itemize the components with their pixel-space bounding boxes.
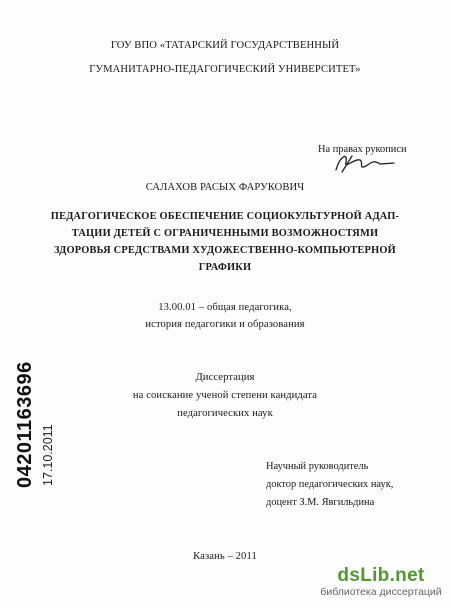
supervisor-line-2: доктор педагогических наук, bbox=[266, 479, 394, 490]
signature-icon bbox=[330, 148, 410, 178]
title-line-3: ЗДОРОВЬЯ СРЕДСТВАМИ ХУДОЖЕСТВЕННО-КОМПЬЮТЕРНОЙ bbox=[54, 245, 396, 256]
supervisor-line-1: Научный руководитель bbox=[266, 461, 369, 472]
specialty-line-2: история педагогики и образования bbox=[145, 319, 305, 330]
watermark-logo bbox=[318, 566, 444, 606]
degree-line-2: на соискание ученой степени кандидата bbox=[132, 390, 318, 401]
stamp-number: 04201163696 bbox=[14, 361, 36, 488]
supervisor-line-3: доцент З.М. Явгильдина bbox=[266, 497, 375, 508]
library-stamp bbox=[8, 352, 68, 492]
place-year: Казань – 2011 bbox=[193, 551, 257, 562]
watermark-main: dsLib.net bbox=[337, 565, 425, 586]
institution-line-1: ГОУ ВПО «ТАТАРСКИЙ ГОСУДАРСТВЕННЫЙ bbox=[110, 40, 340, 51]
institution-line-2: ГУМАНИТАРНО-ПЕДАГОГИЧЕСКИЙ УНИВЕРСИТЕТ» bbox=[89, 64, 361, 75]
title-line-4: ГРАФИКИ bbox=[198, 262, 252, 273]
rights-note: На правах рукописи bbox=[318, 144, 407, 155]
author-name: САЛАХОВ РАСЫХ ФАРУКОВИЧ bbox=[145, 182, 305, 193]
specialty-line-1: 13.00.01 – общая педагогика, bbox=[158, 302, 292, 313]
stamp-date: 17.10.2011 bbox=[41, 424, 55, 486]
title-line-2: ТАЦИИ ДЕТЕЙ С ОГРАНИЧЕННЫМИ ВОЗМОЖНОСТЯМИ bbox=[71, 228, 379, 239]
watermark-sub: библиотека диссертаций bbox=[320, 586, 442, 598]
title-line-1: ПЕДАГОГИЧЕСКОЕ ОБЕСПЕЧЕНИЕ СОЦИОКУЛЬТУРНОЙ АДАП- bbox=[50, 211, 400, 222]
degree-line-1: Диссертация bbox=[195, 372, 255, 383]
degree-line-3: педагогических наук bbox=[177, 408, 273, 419]
